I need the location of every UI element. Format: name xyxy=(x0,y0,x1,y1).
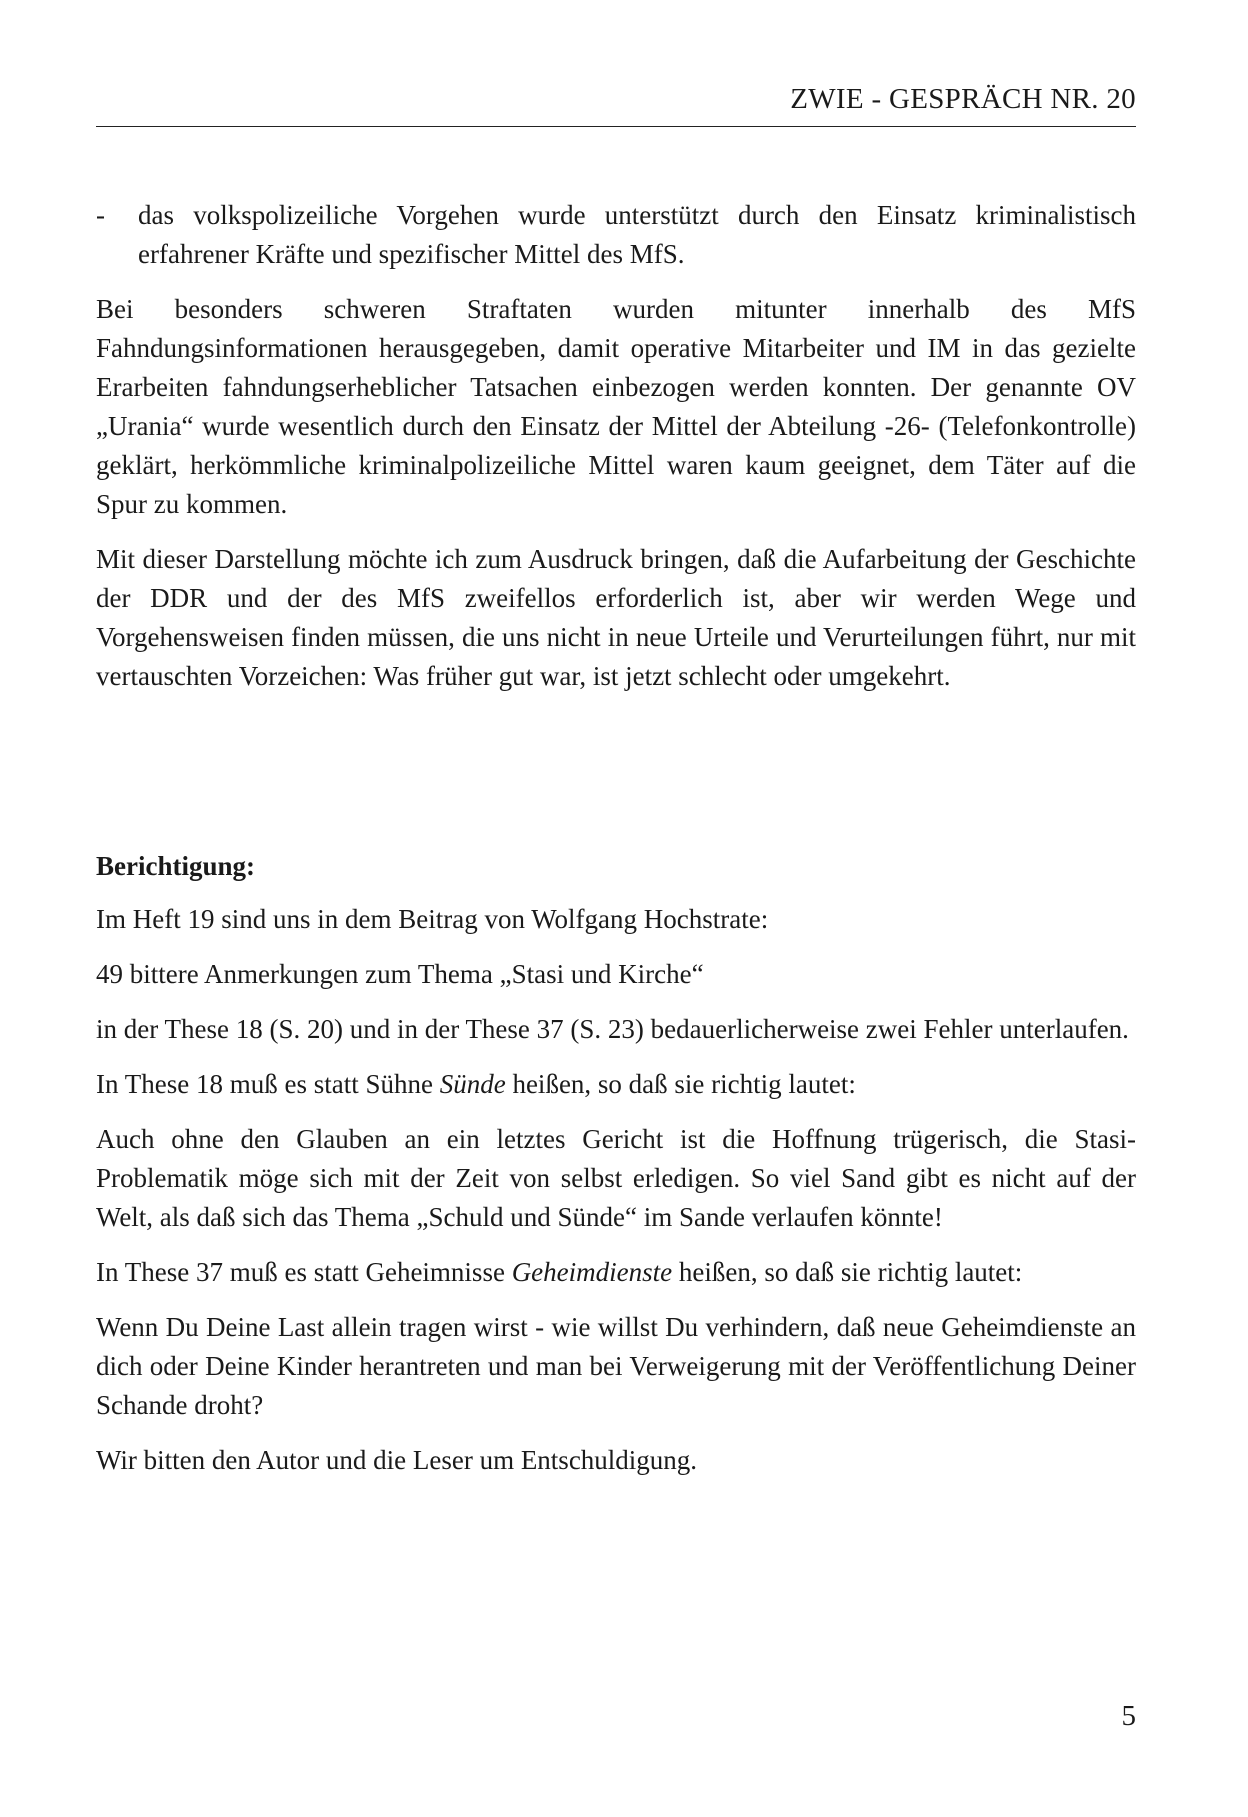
thesis-37-text: Wenn Du Deine Last allein tragen wirst - wie willst Du verhindern, daß neue Geheimdienste an dich oder Deine Kinder herantreten und man bei Verweigerung mit der Veröffentlichung Deiner Schande droht? xyxy=(96,1312,1136,1420)
header-rule xyxy=(96,126,1136,127)
fix-18-after: heißen, so daß sie richtig lautet: xyxy=(505,1069,856,1099)
correction-intro: Im Heft 19 sind uns in dem Beitrag von Wolfgang Hochstrate: xyxy=(96,904,769,934)
correction-heading: Berichtigung: xyxy=(96,851,255,881)
fix-37-before: In These 37 muß es statt Geheimnisse xyxy=(96,1257,512,1287)
correction-fix-18 xyxy=(96,1065,1136,1104)
body-text xyxy=(96,196,1136,1496)
paragraph-fahndung: Bei besonders schweren Straftaten wurden mitunter innerhalb des MfS Fahndungsinformationen herausgegeben, damit operative Mitarbeiter und IM in das gezielte Erarbeiten fahndungserheblicher Tatsachen einbezogen werden konnten. Der genannte OV „Urania“ wurde wesentlich durch den Einsatz der Mittel der Abteilung -26- (Telefonkontrolle) geklärt, herkömmliche kriminalpolizeiliche Mittel waren kaum geeignet, dem Täter auf die Spur zu kommen. xyxy=(96,294,1136,519)
thesis-18-text: Auch ohne den Glauben an ein letztes Gericht ist die Hoffnung trügerisch, die Stasi-Problematik möge sich mit der Zeit von selbst erledigen. So viel Sand gibt es nicht auf der Welt, als daß sich das Thema „Schuld und Sünde“ im Sande verlaufen könnte! xyxy=(96,1124,1136,1232)
list-item xyxy=(96,196,1136,274)
fix-18-before: In These 18 muß es statt Sühne xyxy=(96,1069,440,1099)
running-header: ZWIE - GESPRÄCH NR. 20 xyxy=(790,83,1136,115)
section-gap xyxy=(96,712,1136,847)
paragraph-aufarbeitung: Mit dieser Darstellung möchte ich zum Ausdruck bringen, daß die Aufarbeitung der Geschichte der DDR und der des MfS zweifellos erforderlich ist, aber wir werden Wege und Vorgehensweisen finden müssen, die uns nicht in neue Urteile und Verurteilungen führt, nur mit vertauschten Vorzeichen: Was früher gut war, ist jetzt schlecht oder umgekehrt. xyxy=(96,544,1136,691)
list-item-text: das volkspolizeiliche Vorgehen wurde unterstützt durch den Einsatz kriminalistisch erfahrener Kräfte und spezifischer Mittel des MfS. xyxy=(138,200,1136,269)
correction-error-note: in der These 18 (S. 20) und in der These 37 (S. 23) bedauerlicherweise zwei Fehler unterlaufen. xyxy=(96,1014,1129,1044)
page-number: 5 xyxy=(1121,1700,1136,1732)
list-dash: - xyxy=(96,200,105,230)
fix-37-correct-word: Geheimdienste xyxy=(511,1257,673,1287)
fix-37-after: heißen, so daß sie richtig lautet: xyxy=(672,1257,1023,1287)
document-page xyxy=(96,0,1136,1817)
fix-18-correct-word: Sünde xyxy=(439,1069,506,1099)
correction-fix-37 xyxy=(96,1253,1136,1292)
apology-text: Wir bitten den Autor und die Leser um Entschuldigung. xyxy=(96,1445,698,1475)
correction-article-title: 49 bittere Anmerkungen zum Thema „Stasi und Kirche“ xyxy=(96,959,704,989)
